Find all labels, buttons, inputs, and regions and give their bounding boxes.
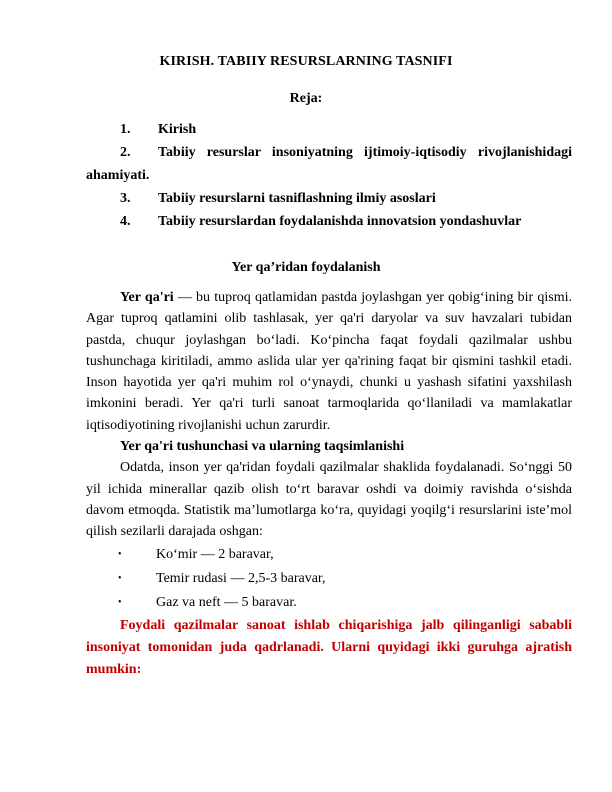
paragraph-text: — bu tuproq qatlamidan pastda joylashgan yer qobig‘ining bir qismi. Agar tuproq qatlamini olib tashlasak, yer qa'ri daryolar va suv havzalari tubidan pastda, chuqur joylashgan bo‘ladi. Ko‘pincha faqat foydali qazilmalar ushbu tushunchaga kiritiladi, ammo aslida ular yer qa'rining faqat bir qismini tashkil etadi. Inson hayotida yer qa'ri muhim rol o‘ynaydi, chunki u yashash sifatini yaxshilash imkonini beradi. Yer qa'ri turli sanoat tarmoqlarida qo‘llaniladi va mamlakatlar iqtisodiyotining rivojlanishi uchun zarurdir.	[86, 290, 572, 433]
subsection-heading: Yer qa'ri tushunchasi va ularning taqsimlanishi	[120, 439, 405, 455]
paragraph-yer-qari	[86, 287, 572, 436]
plan-item-text: Tabiiy resurslardan foydalanishda innovatsion yondashuvlar	[158, 214, 522, 229]
plan-item	[0, 187, 612, 210]
plan-item-text: Tabiiy resurslarni tasniflashning ilmiy asoslari	[158, 191, 436, 206]
bullet-icon: •	[118, 596, 122, 608]
bullet-icon: •	[118, 548, 122, 560]
bullet-list	[86, 543, 572, 615]
plan-list	[0, 118, 612, 233]
paragraph-qazilmalar: Odatda, inson yer qa'ridan foydali qazilmalar shaklida foydalanadi. So‘nggi 50 yil ichida minerallar qazib olish to‘rt baravar oshdi va doimiy ravishda o‘sishda davom etmoqda. Statistik ma’lumotlarga ko‘ra, quyidagi yoqilg‘i resurslarini iste’mol qilish sezilarli darajada oshgan:	[86, 460, 572, 540]
plan-item-text: Kirish	[158, 122, 197, 137]
list-item: • Gaz va neft — 5 baravar.	[86, 591, 572, 615]
body-text	[86, 287, 572, 681]
list-item: • Ko‘mir — 2 baravar,	[86, 543, 572, 567]
highlighted-paragraph: Foydali qazilmalar sanoat ishlab chiqarishiga jalb qilinganligi sababli insoniyat tomonidan juda qadrlanadi. Ularni quyidagi ikki guruhga ajratish mumkin:	[86, 617, 572, 677]
bullet-icon: •	[118, 572, 122, 584]
plan-item	[0, 118, 612, 141]
document-title: KIRISH. TABIIY RESURSLARNING TASNIFI	[159, 54, 453, 69]
plan-item-number: 1.	[120, 122, 131, 137]
plan-item-continuation: ahamiyati.	[86, 168, 150, 183]
plan-item-number: 4.	[120, 214, 131, 229]
plan-item-number: 2.	[120, 145, 131, 160]
term-yer-qari: Yer qa'ri	[120, 290, 174, 305]
plan-heading: Reja:	[289, 91, 323, 106]
plan-item-text: Tabiiy resurslar insoniyatning ijtimoiy-iqtisodiy rivojlanishidagi	[158, 145, 572, 160]
plan-item	[0, 141, 612, 164]
section-heading: Yer qa’ridan foydalanish	[231, 260, 381, 275]
list-item: • Temir rudasi — 2,5-3 baravar,	[86, 567, 572, 591]
plan-item-number: 3.	[120, 191, 131, 206]
plan-item	[0, 210, 612, 233]
